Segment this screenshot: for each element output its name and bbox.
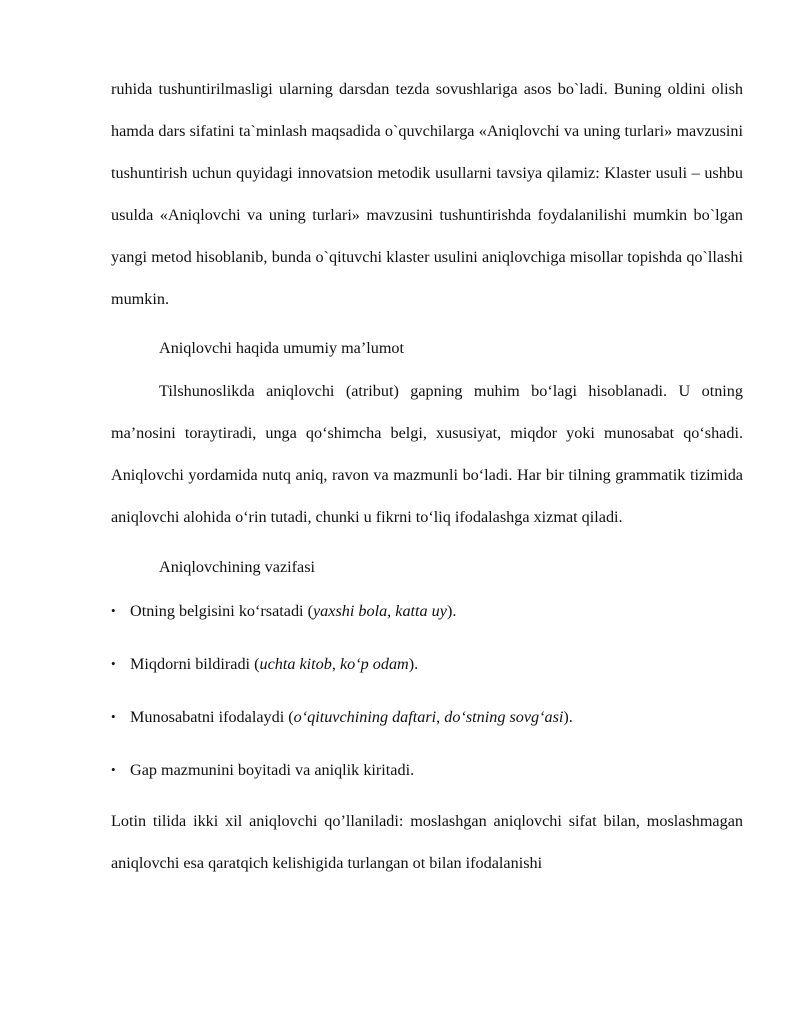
example-text: katta uy (395, 602, 447, 620)
paragraph-latin-attributes: Lotin tilida ikki xil aniqlovchi qo’llaniladi: moslashgan aniqlovchi sifat bilan, moslashmagan aniqlovchi esa qaratqich kelishigida turlangan ot bilan ifodalanishi (111, 812, 743, 872)
document-body (111, 68, 743, 884)
list-item (111, 757, 743, 783)
list-item-text: Miqdorni bildiradi ( (130, 655, 260, 673)
bullet-icon: • (111, 603, 116, 618)
example-text: ko‘p odam (339, 655, 409, 673)
list-item-end: ). (408, 655, 419, 673)
list-item (111, 704, 743, 730)
list-item (111, 651, 743, 677)
list-item-text: Munosabatni ifodalaydi ( (130, 708, 294, 726)
example-text: yaxshi bola (312, 602, 388, 620)
example-text: do‘stning sovg‘asi (444, 708, 564, 726)
bullet-icon: • (111, 709, 116, 724)
bullet-icon: • (111, 656, 116, 671)
list-item-end: ). (563, 708, 573, 726)
paragraph-definition: Tilshunoslikda aniqlovchi (atribut) gapning muhim bo‘lagi hisoblanadi. U otning ma’nosini toraytiradi, unga qo‘shimcha belgi, xususiyat, miqdor yoki munosabat qo‘shadi. Aniqlovchi yordamida nutq aniq, ravon va mazmunli bo‘ladi. Har bir tilning grammatik tizimida aniqlovchi alohida o‘rin tutadi, chunki u fikrni to‘liq ifodalashga xizmat qiladi. (111, 382, 743, 526)
functions-list (111, 598, 743, 783)
example-text: o‘qituvchining daftari (293, 708, 437, 726)
list-item-text: Gap mazmunini boyitadi va aniqlik kiritadi. (130, 761, 415, 779)
bullet-icon: • (111, 762, 116, 777)
paragraph-intro: ruhida tushuntirilmasligi ularning darsdan tezda sovushlariga asos bo`ladi. Buning oldini olish hamda dars sifatini ta`minlash maqsadida o`quvchilarga «Aniqlovchi va uning turlari» mavzusini tushuntirish uchun quyidagi innovatsion metodik usullarni tavsiya qilamiz: Klaster usuli – ushbu usulda «Aniqlovchi va uning turlari» mavzusini tushuntirishda foydalanilishi mumkin bo`lgan yangi metod hisoblanib, bunda o`qituvchi klaster usulini aniqlovchiga misollar topishda qo`llashi mumkin. (111, 80, 743, 308)
section-heading-functions: Aniqlovchining vazifasi (159, 558, 315, 576)
list-item (111, 598, 743, 624)
section-heading-general-info: Aniqlovchi haqida umumiy ma’lumot (159, 339, 405, 357)
list-item-text: Otning belgisini ko‘rsatadi ( (130, 602, 313, 620)
example-separator: , (387, 602, 396, 620)
example-text: uchta kitob (259, 655, 332, 673)
list-item-end: ). (446, 602, 457, 620)
example-separator: , (436, 708, 445, 726)
example-separator: , (331, 655, 340, 673)
